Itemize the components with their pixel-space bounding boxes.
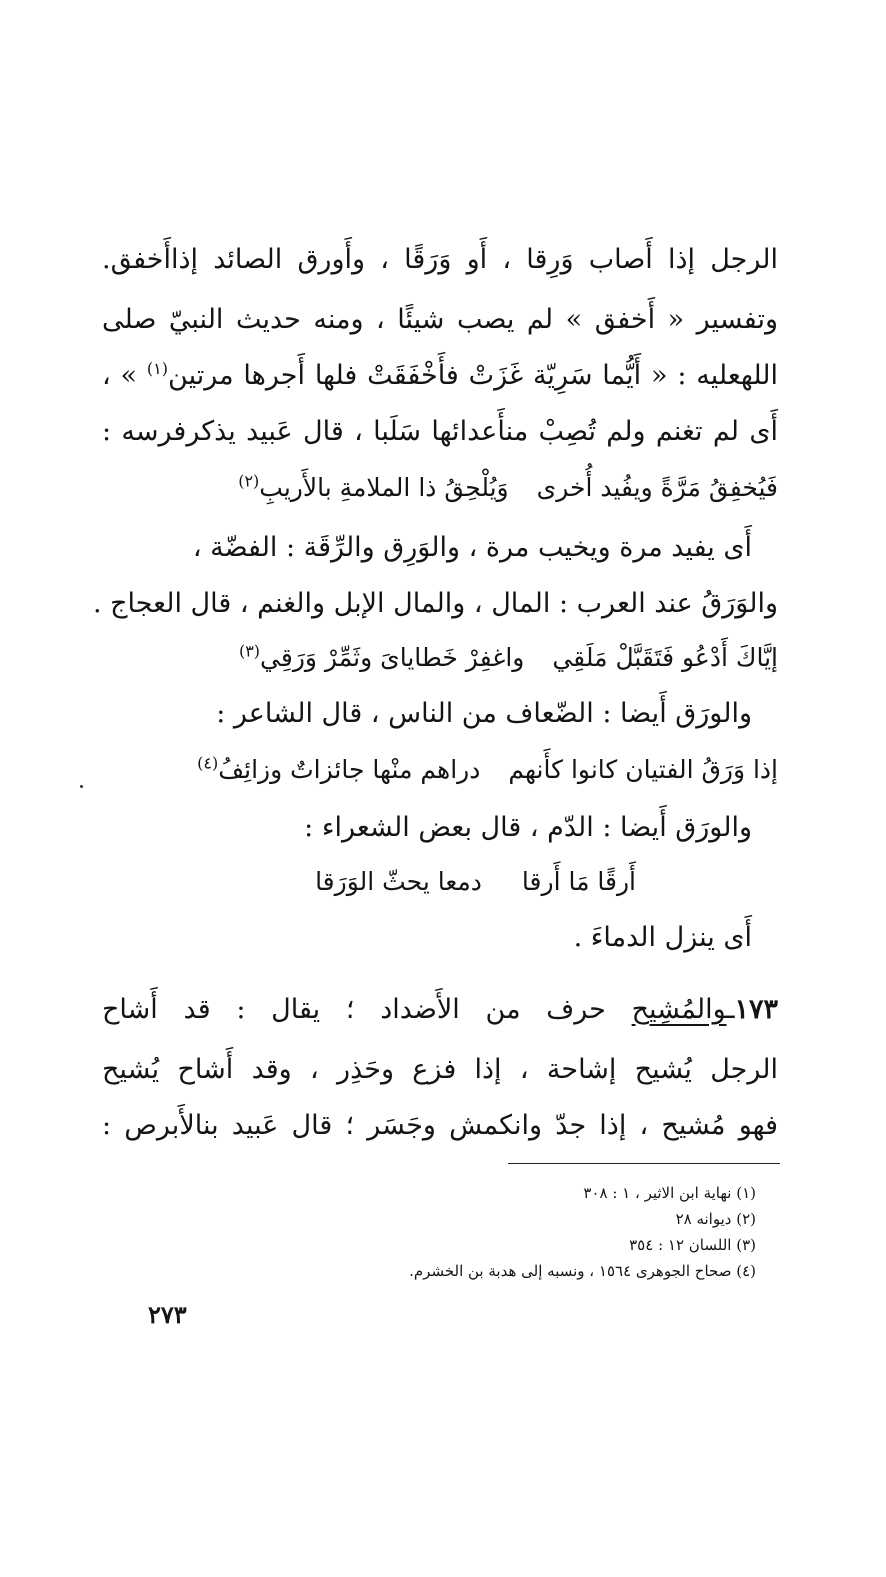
verse-1-hemistich-2: وَيُلْحِقُ ذا الملامةِ بالأَريبِ bbox=[259, 473, 509, 502]
footnote-ref-1: (١) bbox=[146, 359, 169, 378]
verse-1 bbox=[102, 468, 778, 508]
footnote-ref-4: (٤) bbox=[197, 753, 219, 773]
body-line-6: أَى يفيد مرة ويخيب مرة ، والوَرِق والرِّقَة : الفضّة ، bbox=[192, 532, 752, 563]
verse-2-hemistich-1: إيَّاكَ أَدْعُو فَتَقَبَّلْ مَلَقِي bbox=[552, 643, 778, 672]
body-line-2: وتفسير « أَخفق » لم يصب شيئًا ، ومنه حديث النبيّ صلى bbox=[102, 304, 778, 335]
verse-4 bbox=[216, 862, 636, 902]
entry-number: ١٧٣ bbox=[734, 994, 778, 1025]
entry-173-line-1-rest: حرف من الأَضداد ؛ يقال : قد أَشاح bbox=[102, 994, 632, 1025]
body-line-9: والورَق أَيضا : الضّعاف من الناس ، قال الشاعر : bbox=[216, 698, 752, 729]
entry-173-line-1 bbox=[102, 990, 778, 1030]
verse-4-hemistich-1: أَرقًا مَا أَرقا bbox=[521, 867, 636, 896]
verse-2 bbox=[102, 638, 778, 678]
entry-173-line-3: فهو مُشيح ، إذا جدّ وانكمش وجَسَر ؛ قال عَبيد بنالأَبرص : bbox=[102, 1110, 778, 1141]
body-line-3-tail: » ، bbox=[102, 360, 147, 391]
body-line-7: والوَرَقُ عند العرب : المال ، والمال الإبل والغنم ، قال العجاج . bbox=[92, 588, 778, 619]
verse-4-hemistich-2: دمعا يحثّ الوَرَقا bbox=[315, 867, 482, 896]
verse-3-hemistich-1: إذا وَرَقُ الفتيان كانوا كأَنهم bbox=[508, 755, 778, 784]
verse-2-hemistich-2: واغفِرْ خَطاياىَ وثَمِّرْ وَرَقِي bbox=[260, 643, 525, 672]
footnote-4: (٤) صحاح الجوهرى ١٥٦٤ ، ونسبه إلى هدبة بن الخشرم. bbox=[409, 1262, 756, 1280]
stray-mark bbox=[80, 785, 83, 788]
body-line-11: والورَق أَيضا : الدّم ، قال بعض الشعراء : bbox=[304, 812, 752, 843]
footnote-3: (٣) اللسان ١٢ : ٣٥٤ bbox=[629, 1236, 756, 1254]
footnote-1: (١) نهاية ابن الاثير ، ١ : ٣٠٨ bbox=[583, 1184, 756, 1202]
entry-dash: ـ bbox=[726, 994, 735, 1025]
body-line-1: الرجل إذا أَصاب وَرِقا ، أَو وَرَقًا ، وأَورق الصائد إذاأَخفق. bbox=[102, 244, 778, 275]
footnote-ref-3: (٣) bbox=[238, 641, 261, 661]
footnote-separator bbox=[508, 1163, 780, 1164]
entry-173-line-2: الرجل يُشيح إشاحة ، إذا فزع وحَذِر ، وقد أَشاح يُشيح bbox=[102, 1054, 778, 1085]
verse-3-hemistich-2: دراهم منْها جائزاتٌ وزائِفُ bbox=[218, 755, 481, 784]
footnote-2: (٢) ديوانه ٢٨ bbox=[675, 1210, 756, 1228]
page-number: ٢٧٣ bbox=[148, 1300, 187, 1329]
body-line-4: أَى لم تغنم ولم تُصِبْ منأَعدائها سَلَبا ، قال عَبيد يذكرفرسه : bbox=[102, 416, 778, 447]
entry-headword: والمُشِيح bbox=[631, 994, 727, 1025]
body-line-3 bbox=[102, 356, 778, 396]
body-line-3-text: اللهعليه : « أَيُّما سَرِيّة غَزَتْ فأَخْفَقَتْ فلها أَجرها مرتين bbox=[168, 360, 778, 391]
footnote-ref-2: (٢) bbox=[238, 471, 260, 491]
verse-3 bbox=[102, 750, 778, 790]
verse-1-hemistich-1: فَيُخفِقُ مَرَّةً ويفُيد أُخرى bbox=[536, 473, 778, 502]
body-line-13: أَى ينزل الدماءَ . bbox=[573, 922, 752, 953]
